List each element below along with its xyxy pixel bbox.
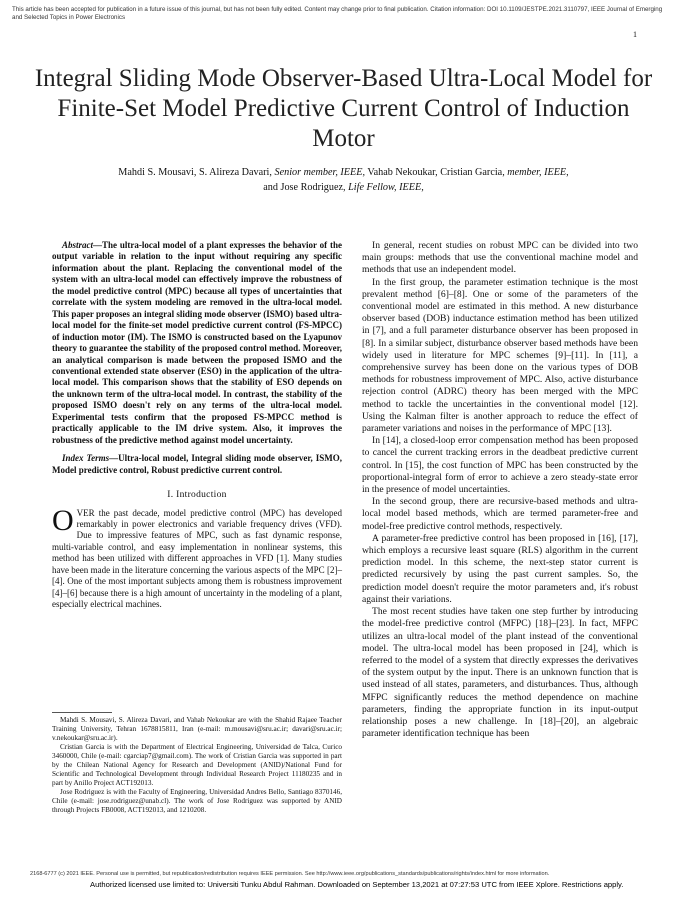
footnote-affiliation-2: Cristian Garcia is with the Department of Electrical Engineering, Universidad de Talca, Curico 3460000, Chile (e-mail: cgarciap7@gmail.com). The work of Cristian Garcia was supported in part by the Chilean National Agency for Research and Development (ANID)/National Fund for Scientific and Technological Development through Individual Research Project 11180235 and in part by Anillo Project ACT192013. [52, 743, 342, 788]
section-heading-introduction: I. Introduction [167, 490, 227, 501]
abstract [52, 240, 342, 446]
index-terms-label: Index Terms [62, 453, 110, 464]
right-paragraph-2: In the first group, the parameter estimation technique is the most prevalent method [6]–[8]. One or some of the parameters of the conventional model are estimated in this method. A new disturbance observer based (DOB) inductance estimation method has been utilized in [7], and a full parameter disturbance observer has been proposed in [8]. In a similar subject, disturbance observer based methods have been widely used in literature for MPC schemes [9]–[11]. In [11], a comprehensive survey has been done on the various types of DOB methods for robustness improvement of MPC. Also, active disturbance rejection control (ADRC) theory has been merged with the MPC method to tackle the uncertainties in the conventional model [12]. Using the Kalman filter is another approach to reduce the effect of parameter variations and noises in the performance of MPC [13]. [362, 276, 638, 435]
authors-line1-a: Mahdi S. Mousavi, S. Alireza Davari, [118, 167, 275, 178]
abstract-text: —The ultra-local model of a plant expresses the behavior of the output variable in relation to the input without requiring any specific information about the plant. Replacing the conventional model of the system with an ultra-local model can effectively improve the robustness of the model predictive control (MPC) because all types of uncertainties that correlate with the system modeling are removed in the ultra-local model. This paper proposes an integral sliding mode observer (ISMO) based ultra-local model for the finite-set model predictive current control (FS-MPCC) of induction motor (IM). The ISMO is constructed based on the Lyapunov theory to guarantee the stability of the proposed control method. Moreover, an analytical comparison is made between the proposed ISMO and the conventional extended state observer (ESO) in the application of the ultra-local model. This comparison shows that the stability of ESO depends on the unknown term of the ultra-local model. In contrast, the stability of the proposed ISMO doesn't rely on any terms of the ultra-local model. Experimental tests confirm that the proposed FS-MPCC method is practically applicable to the IM drive system. Also, it improves the robustness of the predictive method against model uncertainty. [52, 240, 342, 445]
author-list [40, 165, 647, 195]
footnote-affiliation-3: Jose Rodriguez is with the Faculty of Engineering, Universidad Andres Bello, Santiago 8370146, Chile (e-mail: jose.rodriguez@unab.cl). The work of Jose Rodriguez was supported by ANID through Projects FB0008, ACT192013, and 1210208. [52, 788, 342, 815]
paper-title: Integral Sliding Mode Observer-Based Ultra-Local Model for Finite-Set Model Predictive Current Control of Induction Motor [34, 65, 653, 152]
drop-cap: O [52, 503, 74, 537]
authors-line2-b: Life Fellow, IEEE, [348, 182, 424, 193]
index-terms [52, 453, 342, 476]
authors-line1-c: Vahab Nekoukar, Cristian Garcia, [365, 167, 508, 178]
authors-line1-b: Senior member, IEEE, [274, 167, 366, 178]
journal-notice: This article has been accepted for publication in a future issue of this journal, but has not been fully edited. Content may change prior to final publication. Citation information: DOI 10.1109/JESTPE.2021.3110797, IEEE Journal of Emerging and Selected Topics in Power Electronics [12, 6, 663, 21]
left-column [52, 240, 342, 611]
copyright-notice: 2168-6777 (c) 2021 IEEE. Personal use is permitted, but republication/redistribution requires IEEE permission. See http://www.ieee.org/publications_standards/publications/rights/index.html for more information. [30, 871, 550, 877]
authors-line2-a: and Jose Rodriguez, [263, 182, 349, 193]
right-column [362, 240, 638, 740]
right-paragraph-1: In general, recent studies on robust MPC can be divided into two main groups: methods that use the conventional machine model and methods that use an independent model. [362, 240, 638, 276]
footnote-rule [52, 712, 112, 713]
index-terms-text: —Ultra-local model, Integral sliding mode observer, ISMO, Model predictive control, Robust predictive current control. [52, 453, 342, 475]
right-paragraph-6: The most recent studies have taken one step further by introducing the model-free predictive control (MFPC) [18]–[23]. In fact, MFPC utilizes an ultra-local model of the plant instead of the conventional model. The ultra-local model has been proposed in [24], which is referred to the model of a system that directly expresses the derivatives of the system output by the input. There is an unknown function that is used instead of all states, parameters, and disturbances. Thus, although MFPC significantly reduces the method dependence on machine parameters, finding the appropriate function in its input-output relationship poses a new challenge. In [18]–[20], an algebraic parameter identification technique has been [362, 606, 638, 740]
right-paragraph-5: A parameter-free predictive control has been proposed in [16], [17], which employs a recursive least square (RLS) algorithm in the current prediction model. In this scheme, the next-step stator current is predicted recursively by using the past current samples. So, the prediction model doesn't require the motor parameters and, it's robust against their variations. [362, 532, 638, 605]
intro-paragraph [52, 503, 342, 611]
right-paragraph-3: In [14], a closed-loop error compensation method has been proposed to cancel the current tracking errors in the deadbeat predictive current control. In [15], the cost function of MPC has been constructed by the proportional-integral form of error to achieve a zero steady-state error in the presence of model uncertainties. [362, 435, 638, 496]
right-paragraph-4: In the second group, there are recursive-based methods and ultra-local model based methods, which are termed parameter-free and model-free predictive control methods, respectively. [362, 496, 638, 532]
footnotes [52, 716, 342, 816]
page-number: 1 [633, 30, 637, 39]
authors-line1-d: member, IEEE, [507, 167, 569, 178]
intro-text: VER the past decade, model predictive control (MPC) has developed remarkably in power electronics and variable frequency drives (VFD). Due to impressive features of MPC, such as fast dynamic response, multi-variable control, and easy implementation in nonlinear systems, this method has been utilized with different approaches in VFD [1]. Many studies have been made in the literature concerning the various aspects of the MPC [2]–[4]. One of the most important subjects among them is robustness improvement [4]–[6] because there is a high amount of uncertainty in the modeling of a plant, especially electrical machines. [52, 507, 342, 610]
footnote-affiliation-1: Mahdi S. Mousavi, S. Alireza Davari, and Vahab Nekoukar are with the Shahid Rajaee Teacher Training University, Tehran 1678815811, Iran (e-mail: m.mousavi@sru.ac.ir; davari@sru.ac.ir; v.nekoukar@sru.ac.ir). [52, 716, 342, 743]
license-notice: Authorized licensed use limited to: Universiti Tunku Abdul Rahman. Downloaded on September 13,2021 at 07:27:53 UTC from IEEE Xplore. Restrictions apply. [90, 880, 624, 889]
abstract-label: Abstract [62, 240, 94, 250]
